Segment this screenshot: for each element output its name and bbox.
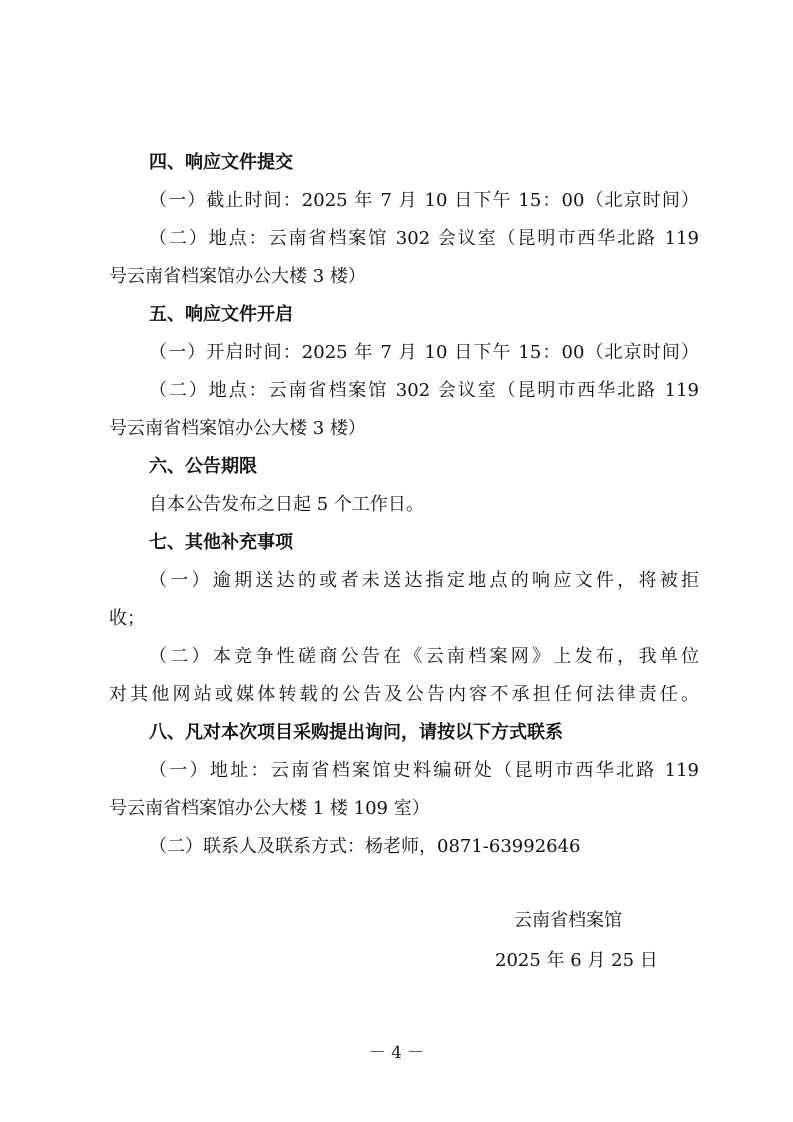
section-7-heading: 七、其他补充事项: [149, 532, 293, 553]
section-7-item2-line2: 对其他网站或媒体转载的公告及公告内容不承担任何法律责任。: [109, 684, 699, 705]
signoff-organization: 云南省档案馆: [514, 910, 622, 931]
section-6-heading: 六、公告期限: [149, 456, 257, 477]
section-7-item2-line1: （二）本竞争性磋商公告在《云南档案网》上发布，我单位: [149, 646, 699, 667]
section-4-location-line2: 号云南省档案馆办公大楼 3 楼）: [109, 266, 366, 287]
section-7-item1-line2: 收；: [109, 608, 145, 629]
section-5-location-line1: （二）地点：云南省档案馆 302 会议室（昆明市西华北路 119: [149, 380, 699, 401]
signoff-date: 2025 年 6 月 25 日: [495, 950, 658, 971]
section-5-location-line2: 号云南省档案馆办公大楼 3 楼）: [109, 418, 366, 439]
section-8-address-line1: （一）地址：云南省档案馆史料编研处（昆明市西华北路 119: [149, 760, 699, 781]
section-5-heading: 五、响应文件开启: [149, 304, 293, 325]
section-5-opening-time: （一）开启时间：2025 年 7 月 10 日下午 15：00（北京时间）: [149, 342, 699, 363]
section-8-address-line2: 号云南省档案馆办公大楼 1 楼 109 室）: [109, 798, 430, 819]
section-8-heading: 八、凡对本次项目采购提出询问，请按以下方式联系: [149, 722, 563, 743]
section-6-text: 自本公告发布之日起 5 个工作日。: [149, 494, 424, 515]
section-4-deadline: （一）截止时间：2025 年 7 月 10 日下午 15：00（北京时间）: [149, 190, 699, 211]
section-8-contact: （二）联系人及联系方式：杨老师，0871-63992646: [149, 836, 581, 857]
section-7-item1-line1: （一）逾期送达的或者未送达指定地点的响应文件，将被拒: [149, 570, 699, 591]
page-number: － 4 －: [368, 1043, 425, 1063]
section-4-location-line1: （二）地点：云南省档案馆 302 会议室（昆明市西华北路 119: [149, 228, 699, 249]
section-4-heading: 四、响应文件提交: [149, 152, 293, 173]
